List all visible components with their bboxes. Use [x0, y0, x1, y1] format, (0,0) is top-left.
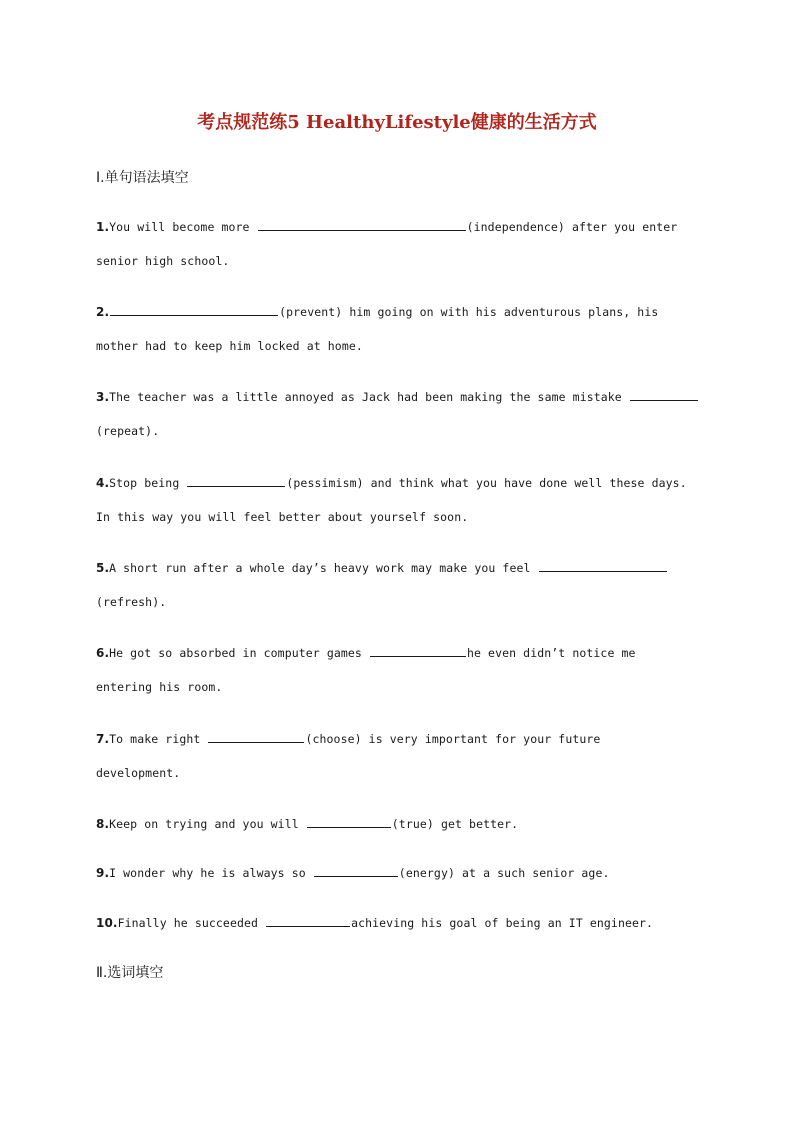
- answer-blank[interactable]: [208, 730, 304, 743]
- question-number: 1.: [96, 220, 110, 234]
- question-text: A short run after a whole day’s heavy work may make you feel: [109, 561, 538, 575]
- question-number: 10.: [96, 916, 118, 930]
- page-title: 考点规范练5 HealthyLifestyle健康的生活方式: [197, 112, 597, 133]
- question-text: (pessimism) and think what you have done well these days.: [286, 476, 687, 490]
- question-number: 9.: [96, 866, 110, 880]
- answer-blank[interactable]: [266, 914, 350, 927]
- question-2-line-2: mother had to keep him locked at home.: [96, 339, 363, 353]
- question-number: 6.: [96, 646, 110, 660]
- question-6-line-2: entering his room.: [96, 680, 223, 694]
- question-3-line-1: [96, 388, 699, 404]
- question-text: (independence) after you enter: [466, 220, 678, 234]
- question-4-line-1: [96, 474, 687, 490]
- question-text: To make right: [109, 732, 208, 746]
- question-text: The teacher was a little annoyed as Jack had been making the same mistake: [109, 390, 629, 404]
- question-3-line-2: (repeat).: [96, 424, 160, 438]
- question-7-line-1: [96, 730, 600, 746]
- question-text: He got so absorbed in computer games: [109, 646, 369, 660]
- question-10-line-1: [96, 914, 653, 930]
- question-1-line-2: senior high school.: [96, 254, 230, 268]
- question-number: 2.: [96, 305, 110, 319]
- question-5-line-2: (refresh).: [96, 595, 167, 609]
- question-text: achieving his goal of being an IT engineer.: [351, 916, 654, 930]
- answer-blank[interactable]: [539, 559, 667, 572]
- answer-blank[interactable]: [630, 388, 698, 401]
- question-number: 3.: [96, 390, 110, 404]
- section-heading-word-choice: Ⅱ.选词填空: [96, 965, 164, 981]
- question-9-line-1: [96, 864, 610, 880]
- answer-blank[interactable]: [258, 218, 466, 231]
- question-text: (choose) is very important for your future: [305, 732, 601, 746]
- question-5-line-1: [96, 559, 668, 575]
- answer-blank[interactable]: [314, 864, 398, 877]
- answer-blank[interactable]: [110, 303, 278, 316]
- question-number: 5.: [96, 561, 110, 575]
- question-8-line-1: [96, 815, 518, 831]
- section-heading-grammar: Ⅰ.单句语法填空: [96, 170, 189, 186]
- question-text: (energy) at a such senior age.: [398, 866, 610, 880]
- answer-blank[interactable]: [187, 474, 285, 487]
- question-4-line-2: In this way you will feel better about yourself soon.: [96, 510, 469, 524]
- question-text: Stop being: [109, 476, 187, 490]
- question-text: (prevent) him going on with his adventurous plans, his: [279, 305, 659, 319]
- question-7-line-2: development.: [96, 766, 181, 780]
- question-number: 8.: [96, 817, 110, 831]
- question-text: he even didn’t notice me: [466, 646, 636, 660]
- question-6-line-1: [96, 644, 636, 660]
- question-number: 7.: [96, 732, 110, 746]
- question-text: I wonder why he is always so: [109, 866, 313, 880]
- question-text: You will become more: [109, 220, 257, 234]
- question-number: 4.: [96, 476, 110, 490]
- question-2-line-1: [96, 303, 658, 319]
- answer-blank[interactable]: [370, 644, 466, 657]
- question-text: Keep on trying and you will: [109, 817, 306, 831]
- answer-blank[interactable]: [307, 815, 391, 828]
- question-1-line-1: [96, 218, 677, 234]
- question-text: (true) get better.: [391, 817, 519, 831]
- question-text: Finally he succeeded: [117, 916, 266, 930]
